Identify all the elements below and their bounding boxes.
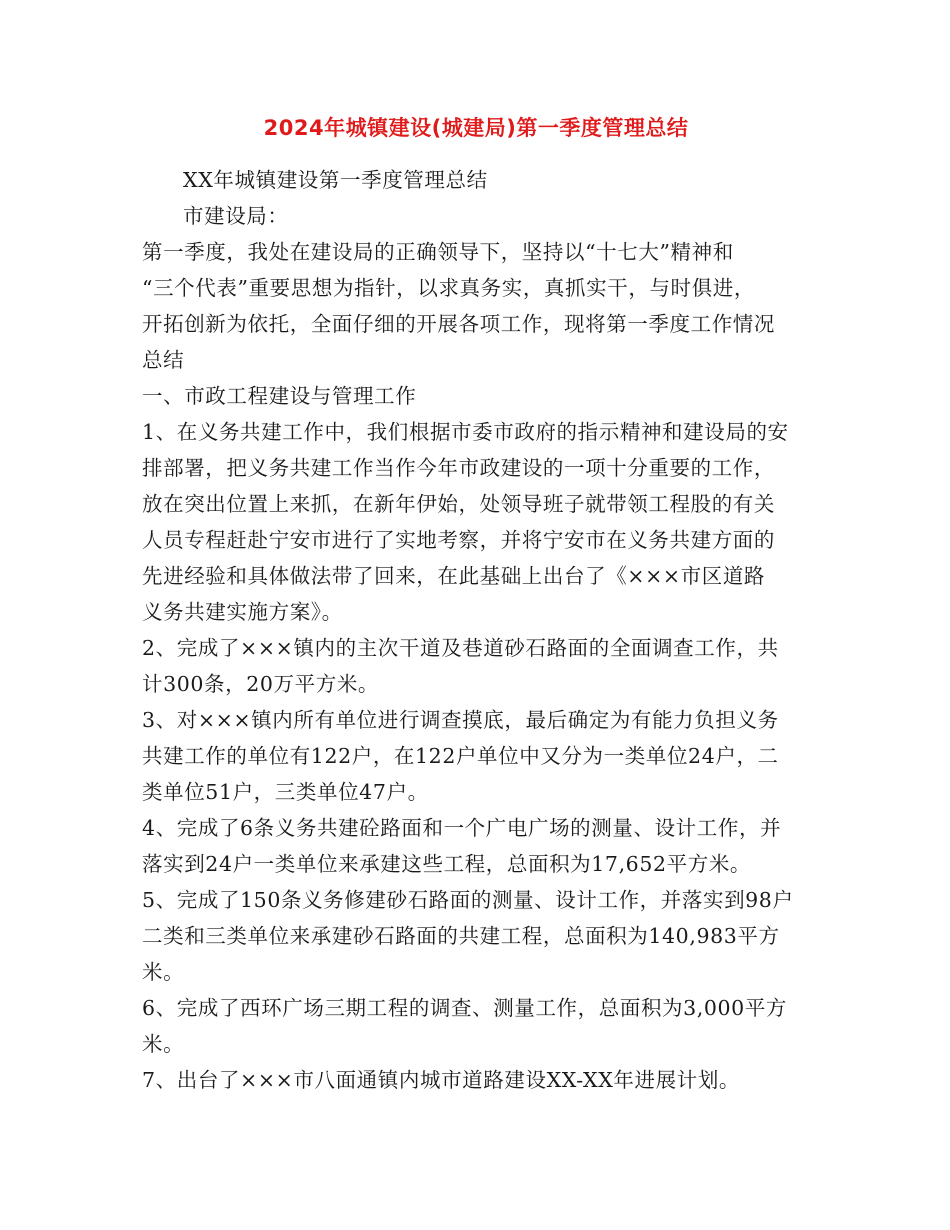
document-subtitle: XX年城镇建设第一季度管理总结 (183, 168, 488, 192)
text-line: 放在突出位置上来抓，在新年伊始，处领导班子就带领工程股的有关 (142, 492, 775, 516)
section-heading: 一、市政工程建设与管理工作 (142, 384, 417, 408)
text-line: 二类和三类单位来承建砂石路面的共建工程，总面积为140,983平方 (142, 924, 780, 948)
text-line: 5、完成了150条义务修建砂石路面的测量、设计工作，并落实到98户 (142, 888, 794, 912)
text-line: 6、完成了西环广场三期工程的调查、测量工作，总面积为3,000平方 (142, 996, 788, 1020)
text-line: 3、对×××镇内所有单位进行调查摸底，最后确定为有能力负担义务 (142, 708, 779, 732)
item-3 (142, 702, 810, 810)
text-line: 第一季度，我处在建设局的正确领导下，坚持以“十七大”精神和 (142, 240, 734, 264)
text-line: 1、在义务共建工作中，我们根据市委市政府的指示精神和建设局的安 (142, 420, 789, 444)
text-line: “三个代表”重要思想为指针，以求真务实，真抓实干，与时俱进， (142, 276, 755, 300)
item-6 (142, 990, 810, 1062)
text-line: 7、出台了×××市八面通镇内城市道路建设XX-XX年进展计划。 (142, 1068, 741, 1092)
text-line: 计300条，20万平方米。 (142, 672, 380, 696)
text-line: 义务共建实施方案》。 (142, 600, 343, 624)
text-line: 开拓创新为依托，全面仔细的开展各项工作，现将第一季度工作情况 (142, 312, 775, 336)
text-line: 米。 (142, 1032, 185, 1056)
text-line: 先进经验和具体做法带了回来，在此基础上出台了《×××市区道路 (142, 564, 766, 588)
text-line: 2、完成了×××镇内的主次干道及巷道砂石路面的全面调查工作，共 (142, 636, 779, 660)
item-5 (142, 882, 810, 990)
item-7 (142, 1062, 810, 1098)
text-line: 人员专程赶赴宁安市进行了实地考察，并将宁安市在义务共建方面的 (142, 528, 775, 552)
text-line: 总结 (142, 348, 185, 372)
text-line: 类单位51户，三类单位47户。 (142, 780, 429, 804)
document-title: 2024年城镇建设(城建局)第一季度管理总结 (263, 116, 689, 140)
text-line: 4、完成了6条义务共建砼路面和一个广电广场的测量、设计工作，并 (142, 816, 782, 840)
text-line: 落实到24户一类单位来承建这些工程，总面积为17,652平方米。 (142, 852, 752, 876)
item-1 (142, 414, 810, 630)
text-line: 排部署，把义务共建工作当作今年市政建设的一项十分重要的工作， (142, 456, 775, 480)
item-2 (142, 630, 810, 702)
addressee: 市建设局： (183, 204, 289, 228)
document-body (142, 114, 810, 1098)
text-line: 共建工作的单位有122户，在122户单位中又分为一类单位24户，二 (142, 744, 779, 768)
item-4 (142, 810, 810, 882)
text-line: 米。 (142, 960, 185, 984)
intro-paragraph (142, 234, 810, 378)
